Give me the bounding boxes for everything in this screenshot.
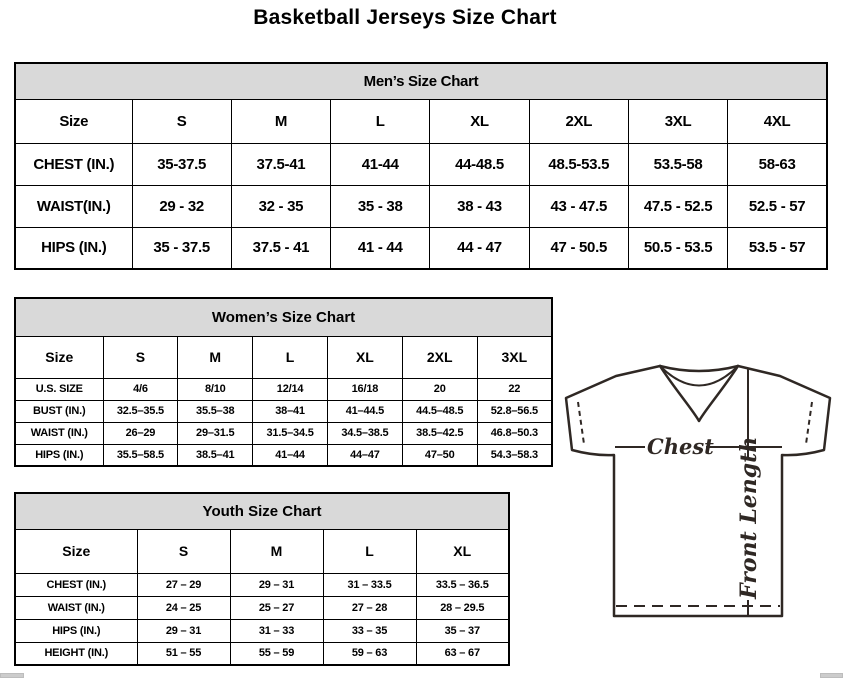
column-header: S	[132, 99, 231, 143]
column-header: 2XL	[402, 336, 477, 378]
size-value-cell: 35-37.5	[132, 143, 231, 185]
size-value-cell: 43 - 47.5	[529, 185, 628, 227]
size-value-cell: 51 – 55	[137, 642, 230, 665]
size-value-cell: 35 - 38	[331, 185, 430, 227]
jersey-body-outline	[566, 366, 830, 616]
size-value-cell: 29 – 31	[230, 573, 323, 596]
size-value-cell: 29–31.5	[178, 422, 253, 444]
table-row	[15, 185, 827, 227]
column-header: XL	[327, 336, 402, 378]
size-value-cell: 4/6	[103, 378, 178, 400]
womens-table-title: Women’s Size Chart	[15, 298, 552, 336]
size-value-cell: 44.5–48.5	[402, 400, 477, 422]
size-value-cell: 25 – 27	[230, 596, 323, 619]
size-value-cell: 29 - 32	[132, 185, 231, 227]
size-value-cell: 53.5-58	[628, 143, 727, 185]
size-value-cell: 32 - 35	[231, 185, 330, 227]
column-header: M	[231, 99, 330, 143]
size-value-cell: 20	[402, 378, 477, 400]
column-header: L	[323, 529, 416, 573]
row-label: WAIST(IN.)	[15, 185, 132, 227]
size-value-cell: 27 – 29	[137, 573, 230, 596]
table-row	[15, 596, 509, 619]
size-value-cell: 37.5 - 41	[231, 227, 330, 269]
size-value-cell: 29 – 31	[137, 619, 230, 642]
size-value-cell: 34.5–38.5	[327, 422, 402, 444]
size-value-cell: 31 – 33.5	[323, 573, 416, 596]
page-title: Basketball Jerseys Size Chart	[253, 6, 557, 29]
column-header: S	[103, 336, 178, 378]
size-value-cell: 41–44.5	[327, 400, 402, 422]
size-value-cell: 52.5 - 57	[728, 185, 827, 227]
size-value-cell: 44 - 47	[430, 227, 529, 269]
row-label: CHEST (IN.)	[15, 143, 132, 185]
size-value-cell: 63 – 67	[416, 642, 509, 665]
size-value-cell: 37.5-41	[231, 143, 330, 185]
column-header: 3XL	[477, 336, 552, 378]
size-value-cell: 44-48.5	[430, 143, 529, 185]
column-header: 3XL	[628, 99, 727, 143]
size-value-cell: 28 – 29.5	[416, 596, 509, 619]
size-value-cell: 38.5–41	[178, 444, 253, 466]
front-length-label: Front Length	[736, 436, 762, 599]
row-label: HEIGHT (IN.)	[15, 642, 137, 665]
column-header: M	[178, 336, 253, 378]
size-value-cell: 22	[477, 378, 552, 400]
table-row	[15, 227, 827, 269]
row-label: HIPS (IN.)	[15, 227, 132, 269]
size-value-cell: 24 – 25	[137, 596, 230, 619]
row-label: WAIST (IN.)	[15, 596, 137, 619]
column-header: 4XL	[728, 99, 827, 143]
size-value-cell: 44–47	[327, 444, 402, 466]
size-value-cell: 33 – 35	[323, 619, 416, 642]
table-row	[15, 422, 552, 444]
row-label: HIPS (IN.)	[15, 444, 103, 466]
size-value-cell: 47–50	[402, 444, 477, 466]
table-row	[15, 619, 509, 642]
size-value-cell: 33.5 – 36.5	[416, 573, 509, 596]
column-header: 2XL	[529, 99, 628, 143]
youth-size-table	[14, 492, 510, 666]
jersey-diagram-svg	[556, 358, 834, 630]
size-value-cell: 48.5-53.5	[529, 143, 628, 185]
column-header: Size	[15, 99, 132, 143]
size-value-cell: 16/18	[327, 378, 402, 400]
column-header: Size	[15, 529, 137, 573]
size-value-cell: 27 – 28	[323, 596, 416, 619]
size-value-cell: 55 – 59	[230, 642, 323, 665]
size-value-cell: 35.5–58.5	[103, 444, 178, 466]
row-label: CHEST (IN.)	[15, 573, 137, 596]
horizontal-scrollbar-right-end[interactable]	[820, 673, 843, 678]
table-row	[15, 143, 827, 185]
size-value-cell: 35.5–38	[178, 400, 253, 422]
size-value-cell: 38–41	[253, 400, 328, 422]
size-value-cell: 47.5 - 52.5	[628, 185, 727, 227]
table-row	[15, 573, 509, 596]
womens-size-table	[14, 297, 553, 467]
row-label: HIPS (IN.)	[15, 619, 137, 642]
size-value-cell: 41–44	[253, 444, 328, 466]
size-value-cell: 38 - 43	[430, 185, 529, 227]
mens-table-title: Men’s Size Chart	[15, 63, 827, 99]
jersey-diagram	[556, 358, 834, 630]
row-label: U.S. SIZE	[15, 378, 103, 400]
table-row	[15, 642, 509, 665]
size-value-cell: 52.8–56.5	[477, 400, 552, 422]
size-value-cell: 54.3–58.3	[477, 444, 552, 466]
size-value-cell: 46.8–50.3	[477, 422, 552, 444]
column-header: M	[230, 529, 323, 573]
size-value-cell: 35 - 37.5	[132, 227, 231, 269]
table-row	[15, 378, 552, 400]
column-header: XL	[416, 529, 509, 573]
column-header: Size	[15, 336, 103, 378]
size-value-cell: 26–29	[103, 422, 178, 444]
size-value-cell: 38.5–42.5	[402, 422, 477, 444]
size-value-cell: 31 – 33	[230, 619, 323, 642]
size-value-cell: 41-44	[331, 143, 430, 185]
table-row	[15, 444, 552, 466]
size-value-cell: 35 – 37	[416, 619, 509, 642]
size-value-cell: 47 - 50.5	[529, 227, 628, 269]
mens-size-table	[14, 62, 828, 270]
size-value-cell: 8/10	[178, 378, 253, 400]
column-header: S	[137, 529, 230, 573]
row-label: BUST (IN.)	[15, 400, 103, 422]
size-value-cell: 41 - 44	[331, 227, 430, 269]
table-row	[15, 400, 552, 422]
column-header: L	[253, 336, 328, 378]
size-value-cell: 50.5 - 53.5	[628, 227, 727, 269]
row-label: WAIST (IN.)	[15, 422, 103, 444]
size-value-cell: 31.5–34.5	[253, 422, 328, 444]
size-value-cell: 53.5 - 57	[728, 227, 827, 269]
youth-table-title: Youth Size Chart	[15, 493, 509, 529]
size-value-cell: 58-63	[728, 143, 827, 185]
horizontal-scrollbar-left-end[interactable]	[0, 673, 24, 678]
column-header: L	[331, 99, 430, 143]
size-value-cell: 32.5–35.5	[103, 400, 178, 422]
column-header: XL	[430, 99, 529, 143]
chest-label: Chest	[647, 434, 714, 459]
size-value-cell: 12/14	[253, 378, 328, 400]
size-value-cell: 59 – 63	[323, 642, 416, 665]
